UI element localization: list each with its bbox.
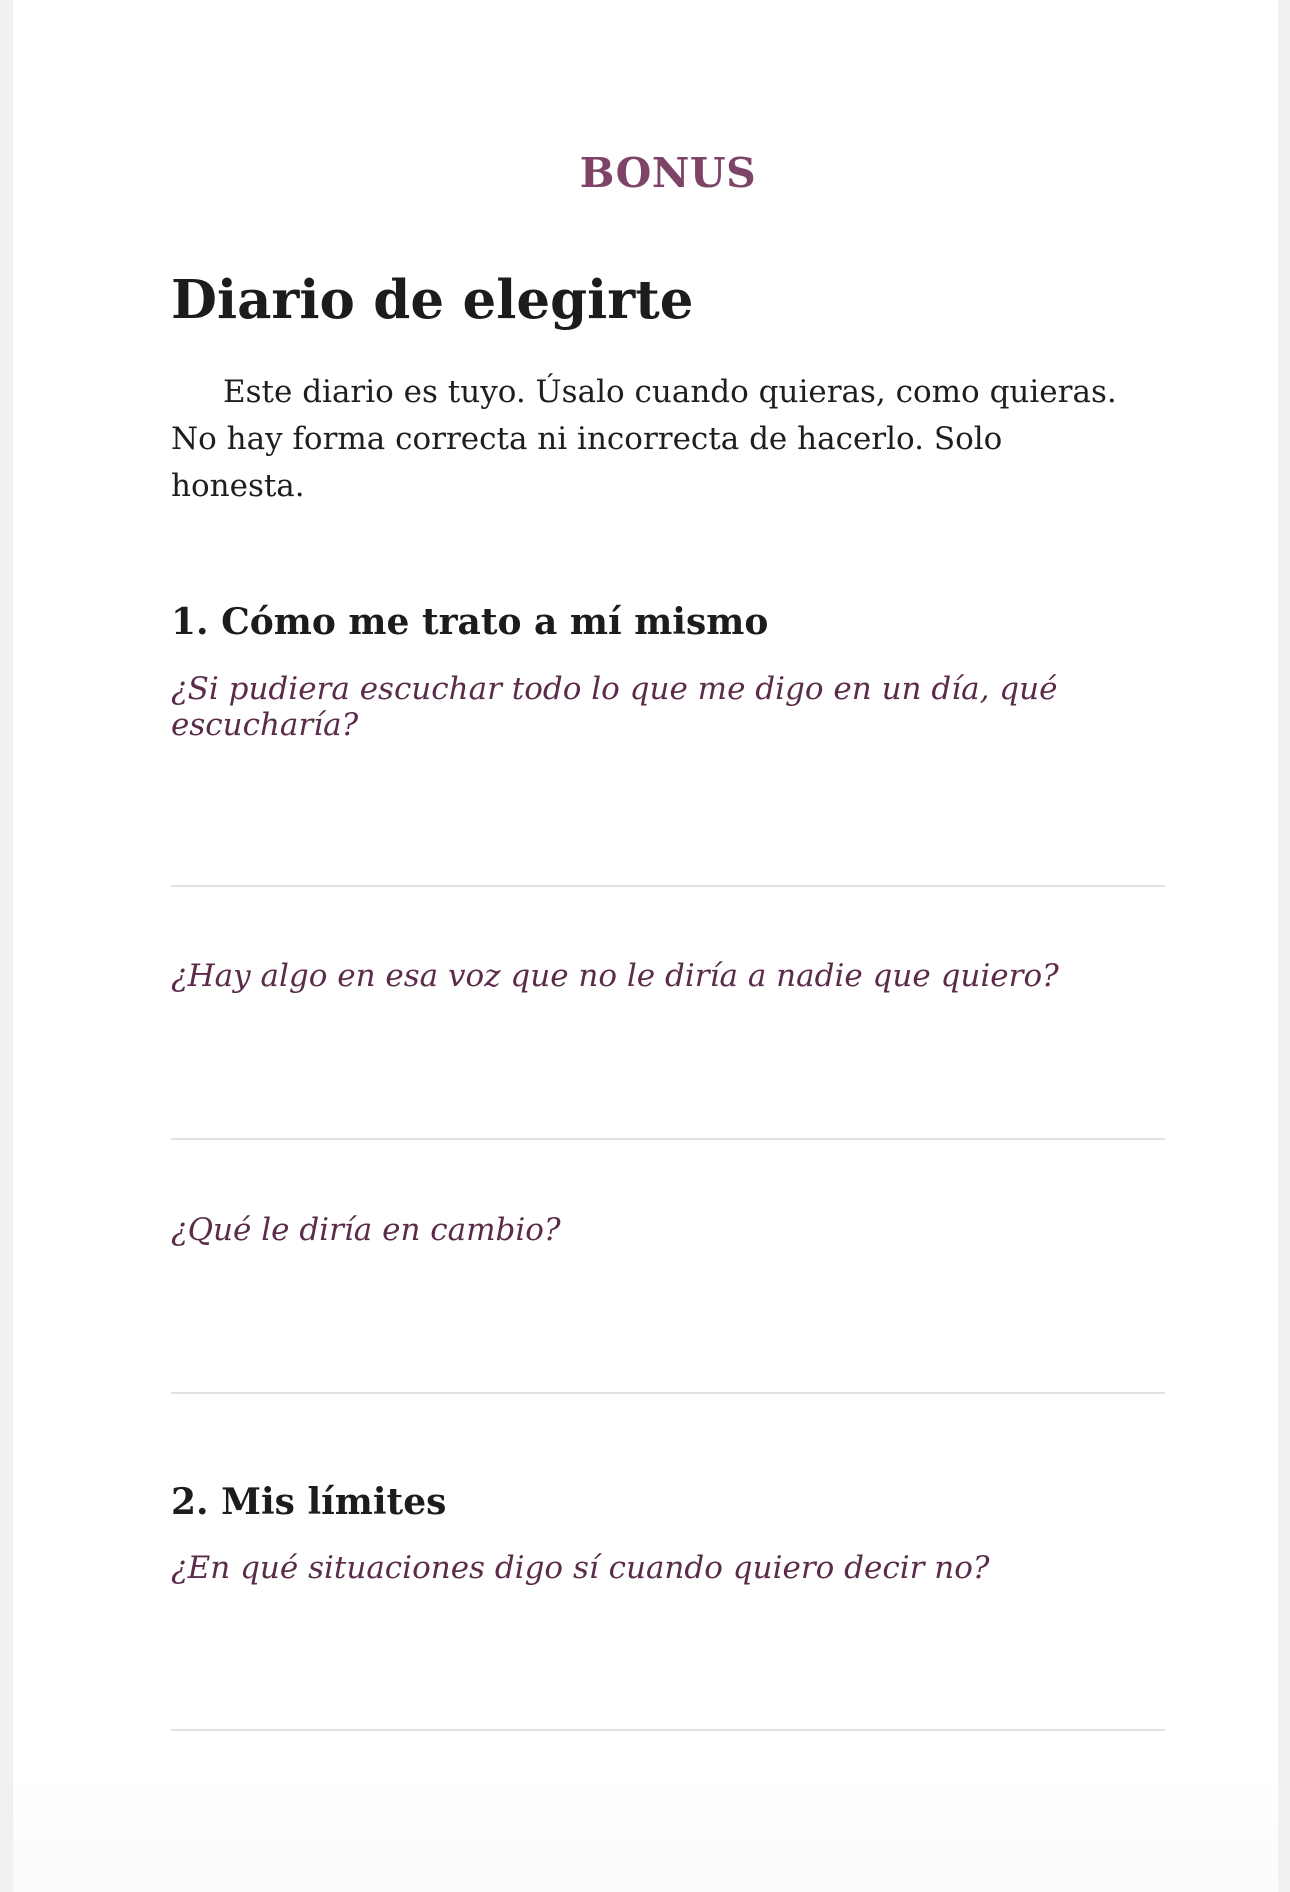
question-1-1: ¿Si pudiera escuchar todo lo que me digo en un día, qué escucharía? xyxy=(171,671,1058,743)
section-heading-1: 1. Cómo me trato a mí mismo xyxy=(171,601,769,643)
page-title: Diario de elegirte xyxy=(171,269,694,331)
answer-line-1-1[interactable] xyxy=(171,885,1165,887)
answer-line-1-3[interactable] xyxy=(171,1392,1165,1394)
question-2-1: ¿En qué situaciones digo sí cuando quiero decir no? xyxy=(171,1550,990,1586)
question-1-3: ¿Qué le diría en cambio? xyxy=(171,1212,561,1248)
page-bottom-shade xyxy=(13,1770,1278,1892)
section-heading-2: 2. Mis límites xyxy=(171,1481,447,1523)
bonus-label: BONUS xyxy=(579,149,757,197)
document-page xyxy=(13,0,1278,1892)
answer-line-1-2[interactable] xyxy=(171,1138,1165,1140)
answer-line-2-1[interactable] xyxy=(171,1729,1165,1731)
intro-paragraph: Este diario es tuyo. Úsalo cuando quieras, como quieras. No hay forma correcta ni incorrecta de hacerlo. Solo honesta. xyxy=(171,374,1117,504)
question-1-2: ¿Hay algo en esa voz que no le diría a nadie que quiero? xyxy=(171,958,1059,994)
